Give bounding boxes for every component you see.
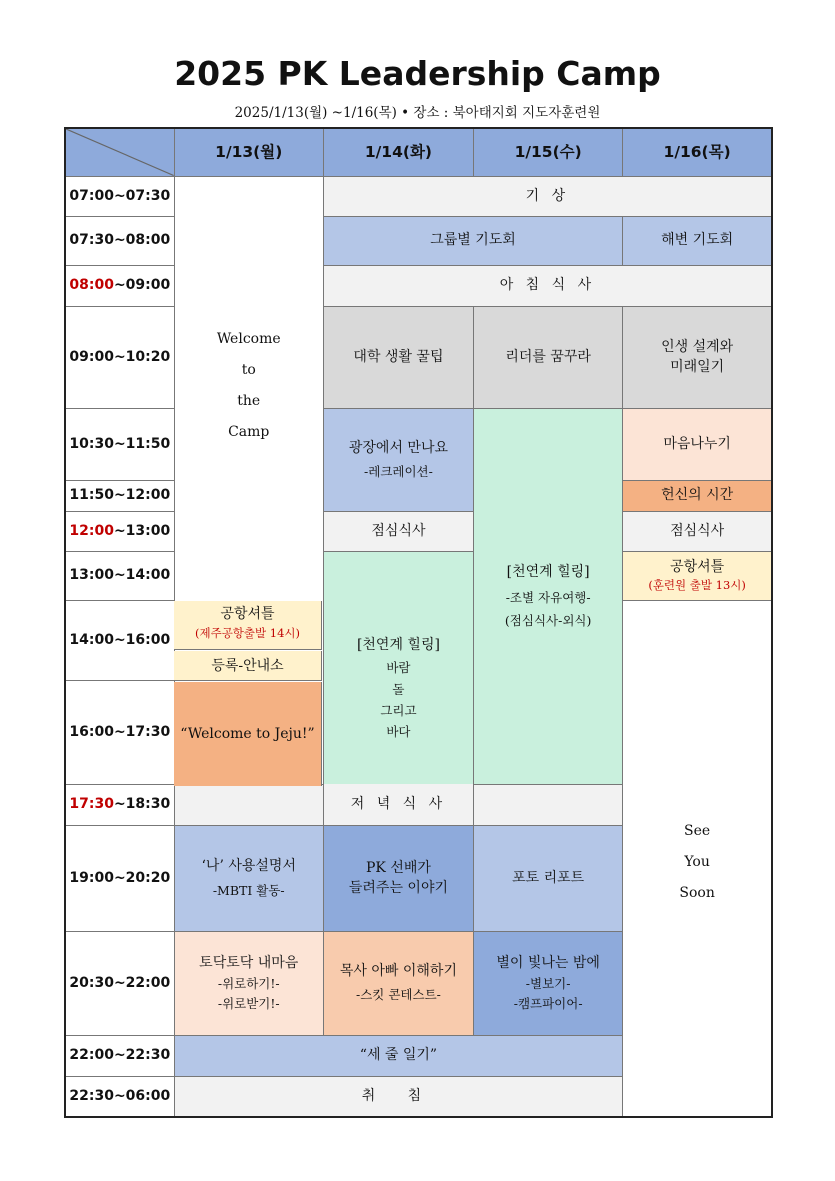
event-line: Soon <box>679 884 715 901</box>
event-line: See <box>684 822 711 839</box>
event-line: -위로받기!- <box>217 996 280 1012</box>
event-line: -캠프파이어- <box>513 996 583 1012</box>
time-cell: 22:00~22:30 <box>65 1035 174 1076</box>
event-line: (훈련원 출발 13시) <box>648 578 746 593</box>
event-line: Welcome <box>216 330 281 347</box>
header-day-thu: 1/16(목) <box>623 128 772 176</box>
time-highlight: 17:30 <box>69 796 114 813</box>
event-see-you-soon <box>623 600 772 1117</box>
event-welcome-jeju: “Welcome to Jeju!” <box>174 682 322 786</box>
event-line: You <box>684 853 710 870</box>
event-lunch: 점심식사 <box>323 511 473 551</box>
time-rest: ~09:00 <box>113 277 171 294</box>
event-line: 목사 아빠 이해하기 <box>339 963 457 980</box>
event-beach-prayer: 해변 기도회 <box>623 216 772 265</box>
event-label: 취 침 <box>361 1088 436 1105</box>
event-line: -위로하기!- <box>217 976 280 992</box>
event-line: 토닥토닥 내마음 <box>199 954 299 971</box>
event-line: -레크레이션- <box>364 463 433 479</box>
event-line: -스킷 콘테스트- <box>356 987 441 1003</box>
event-plaza <box>323 408 473 511</box>
event-line: 그리고 <box>380 702 417 718</box>
event-lunch-thu: 점심식사 <box>623 511 772 551</box>
event-three-line-diary: “세 줄 일기” <box>174 1035 623 1076</box>
event-line: [천연계 힐링] <box>356 636 440 653</box>
event-line: 공항셔틀 <box>220 606 275 622</box>
event-line: -MBTI 활동- <box>212 883 285 899</box>
event-line: 미래일기 <box>670 359 725 375</box>
event-manual <box>174 825 323 931</box>
event-line: 인생 설계와 <box>661 338 734 355</box>
event-line: [천연계 힐링] <box>506 563 590 580</box>
monday-afternoon-block <box>174 601 323 786</box>
time-cell <box>65 784 174 825</box>
time-cell: 22:30~06:00 <box>65 1076 174 1117</box>
event-sharing: 마음나누기 <box>623 408 772 480</box>
page-subtitle: 2025/1/13(월) ~1/16(목) • 장소 : 북아태지회 지도자훈련원 <box>234 105 601 121</box>
event-college-tips: 대학 생활 꿀팁 <box>323 306 473 408</box>
time-highlight: 08:00 <box>69 277 114 294</box>
event-line: PK 선배가 <box>365 859 431 876</box>
event-sleep <box>174 1076 623 1117</box>
event-line: (제주공항출발 14시) <box>194 625 301 640</box>
event-shuttle-thu <box>623 551 772 600</box>
event-line: -별보기- <box>525 976 571 992</box>
event-line: 돌 <box>392 681 405 697</box>
header-day-mon: 1/13(월) <box>174 128 323 176</box>
time-highlight: 12:00 <box>69 522 114 539</box>
time-cell: 16:00~17:30 <box>65 680 174 784</box>
event-dinner <box>174 784 623 825</box>
event-life-design <box>623 306 772 408</box>
event-label: 저 녁 식 사 <box>350 796 447 813</box>
event-line: Camp <box>228 423 270 440</box>
event-line: 바다 <box>386 724 411 740</box>
event-understand-dad <box>323 931 473 1035</box>
event-dream-leader: 리더를 꿈꾸라 <box>474 306 623 408</box>
time-cell: 07:30~08:00 <box>65 216 174 265</box>
time-cell: 07:00~07:30 <box>65 176 174 216</box>
event-label: 아 침 식 사 <box>499 277 596 294</box>
event-shuttle-mon <box>174 601 322 650</box>
time-cell: 09:00~10:20 <box>65 306 174 408</box>
event-line: 광장에서 만나요 <box>348 440 448 457</box>
event-label: 기 상 <box>525 187 570 204</box>
event-line: ‘나’ 사용설명서 <box>201 857 296 874</box>
time-cell: 13:00~14:00 <box>65 551 174 600</box>
time-cell: 14:00~16:00 <box>65 600 174 680</box>
event-comfort <box>174 931 323 1035</box>
event-breakfast <box>323 265 772 306</box>
header-corner-cell <box>65 128 174 176</box>
time-rest: ~18:30 <box>113 796 171 813</box>
time-cell: 11:50~12:00 <box>65 480 174 511</box>
event-group-prayer: 그룹별 기도회 <box>323 216 622 265</box>
time-cell <box>65 265 174 306</box>
diagonal-line-icon <box>66 129 174 176</box>
time-cell: 19:00~20:20 <box>65 825 174 931</box>
event-line: -조별 자유여행- <box>505 589 591 605</box>
event-senior-story <box>323 825 473 931</box>
event-star-night <box>474 931 623 1035</box>
page-title: 2025 PK Leadership Camp <box>174 54 661 93</box>
time-rest: ~13:00 <box>113 522 171 539</box>
time-cell <box>65 511 174 551</box>
schedule-table <box>64 127 773 1118</box>
event-registration: 등록-안내소 <box>174 651 322 681</box>
event-line: 들려주는 이야기 <box>348 880 448 896</box>
header-day-tue: 1/14(화) <box>323 128 473 176</box>
event-dedication: 헌신의 시간 <box>623 480 772 511</box>
event-line: to <box>241 361 256 378</box>
event-line: 바람 <box>386 660 411 676</box>
event-photo-report: 포토 리포트 <box>474 825 623 931</box>
header-day-wed: 1/15(수) <box>474 128 623 176</box>
time-cell: 10:30~11:50 <box>65 408 174 480</box>
event-line: the <box>237 392 261 409</box>
event-line: (점심식사-외식) <box>504 613 592 629</box>
event-line: 별이 빛나는 밤에 <box>496 954 600 971</box>
event-line: 공항셔틀 <box>670 558 725 575</box>
event-healing-wed <box>474 408 623 784</box>
event-wake-up <box>323 176 772 216</box>
time-cell: 20:30~22:00 <box>65 931 174 1035</box>
